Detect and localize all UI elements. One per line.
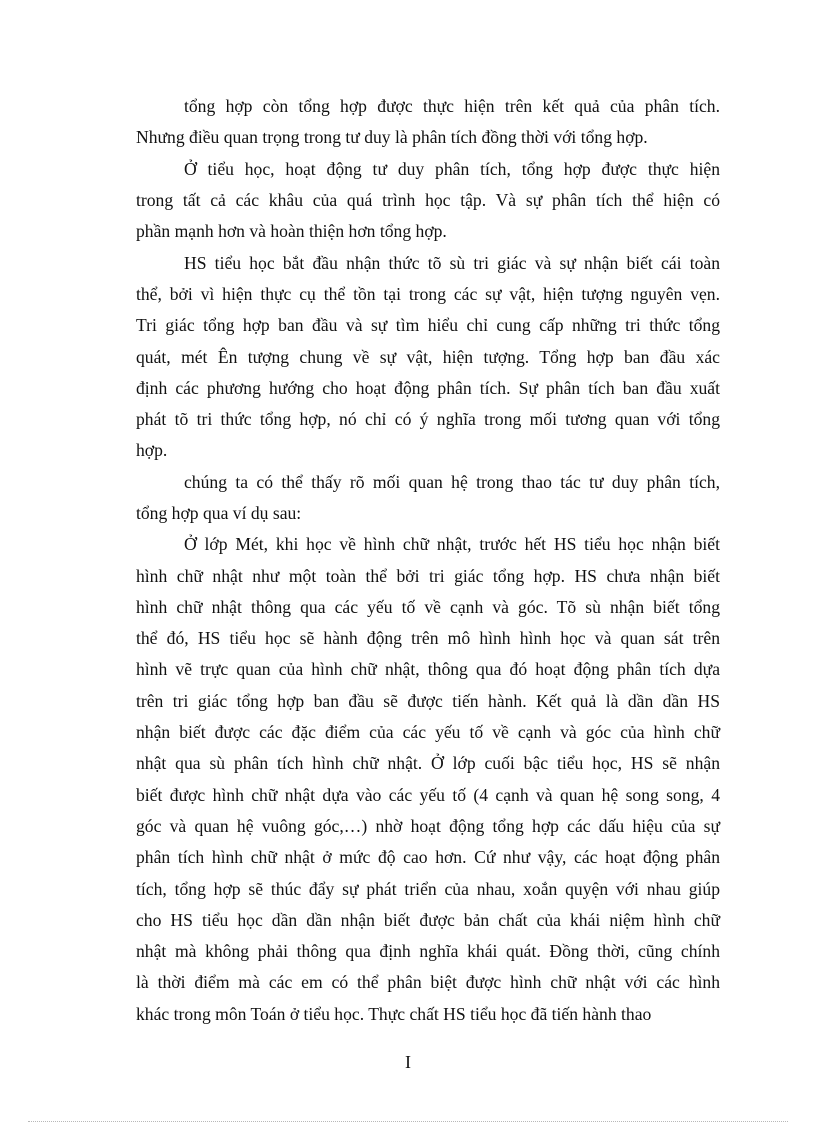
text-line-30: khác trong môn Toán ở tiểu học. Thực chất HS tiểu học đã tiến hành thao: [136, 1004, 652, 1024]
text-line-8: Tri giác tổng hợp ban đầu và sự tìm hiểu chỉ cung cấp những tri thức tổng: [136, 315, 720, 335]
text-line-22: nhật qua sù phân tích hình chữ nhật. Ở lớp cuối bậc tiểu học, HS sẽ nhận: [136, 753, 720, 773]
text-line-9: quát, mét Ên tượng chung về sự vật, hiện tượng. Tổng hợp ban đầu xác: [136, 347, 720, 367]
text-line-14: tổng hợp qua ví dụ sau:: [136, 503, 302, 523]
text-line-13: chúng ta có thể thấy rõ mối quan hệ trong thao tác tư duy phân tích,: [184, 472, 720, 492]
text-line-17: hình chữ nhật thông qua các yếu tố về cạnh và góc. Tõ sù nhận biết tổng: [136, 597, 720, 617]
text-line-2: Nhưng điều quan trọng trong tư duy là phân tích đồng thời với tổng hợp.: [136, 127, 648, 147]
text-line-27: cho HS tiểu học dần dần nhận biết được bản chất của khái niệm hình chữ: [136, 910, 720, 930]
text-line-15: Ở lớp Mét, khi học về hình chữ nhật, trước hết HS tiểu học nhận biết: [184, 534, 720, 554]
text-line-26: tích, tổng hợp sẽ thúc đẩy sự phát triển của nhau, xoắn quyện với nhau giúp: [136, 879, 720, 899]
text-line-7: thể, bởi vì hiện thực cụ thể tồn tại trong các sự vật, hiện tượng nguyên vẹn.: [136, 284, 720, 304]
text-line-29: là thời điểm mà các em có thể phân biệt được hình chữ nhật với các hình: [136, 972, 720, 992]
text-line-20: trên tri giác tổng hợp ban đầu sẽ được tiến hành. Kết quả là dần dần HS: [136, 691, 720, 711]
footer-divider: [28, 1121, 788, 1122]
text-line-28: nhật mà không phải thông qua định nghĩa khái quát. Đồng thời, cũng chính: [136, 941, 720, 961]
text-line-5: phần mạnh hơn và hoàn thiện hơn tổng hợp.: [136, 221, 447, 241]
text-line-21: nhận biết được các đặc điểm của các yếu tố về cạnh và góc của hình chữ: [136, 722, 720, 742]
text-line-11: phát tõ tri thức tổng hợp, nó chỉ có ý nghĩa trong mối tương quan với tổng: [136, 409, 720, 429]
text-line-3: Ở tiểu học, hoạt động tư duy phân tích, tổng hợp được thực hiện: [184, 159, 720, 179]
text-line-1: tổng hợp còn tổng hợp được thực hiện trên kết quả của phân tích.: [184, 96, 720, 116]
text-line-6: HS tiểu học bắt đầu nhận thức tõ sù tri giác và sự nhận biết cái toàn: [184, 253, 720, 273]
text-line-16: hình chữ nhật như một toàn thể bởi tri giác tổng hợp. HS chưa nhận biết: [136, 566, 720, 586]
text-line-19: hình vẽ trực quan của hình chữ nhật, thông qua đó hoạt động phân tích dựa: [136, 659, 720, 679]
text-line-10: định các phương hướng cho hoạt động phân tích. Sự phân tích ban đầu xuất: [136, 378, 720, 398]
text-line-23: biết được hình chữ nhật dựa vào các yếu tố (4 cạnh và quan hệ song song, 4: [136, 785, 720, 805]
text-line-4: trong tất cả các khâu của quá trình học tập. Và sự phân tích thể hiện có: [136, 190, 720, 210]
text-line-18: thể đó, HS tiểu học sẽ hành động trên mô hình hình học và quan sát trên: [136, 628, 720, 648]
text-line-24: góc và quan hệ vuông góc,…) nhờ hoạt động tổng hợp các dấu hiệu của sự: [136, 816, 720, 836]
page-number: I: [405, 1052, 411, 1072]
text-line-12: hợp.: [136, 440, 168, 460]
text-line-25: phân tích hình chữ nhật ở mức độ cao hơn. Cứ như vậy, các hoạt động phân: [136, 847, 720, 867]
